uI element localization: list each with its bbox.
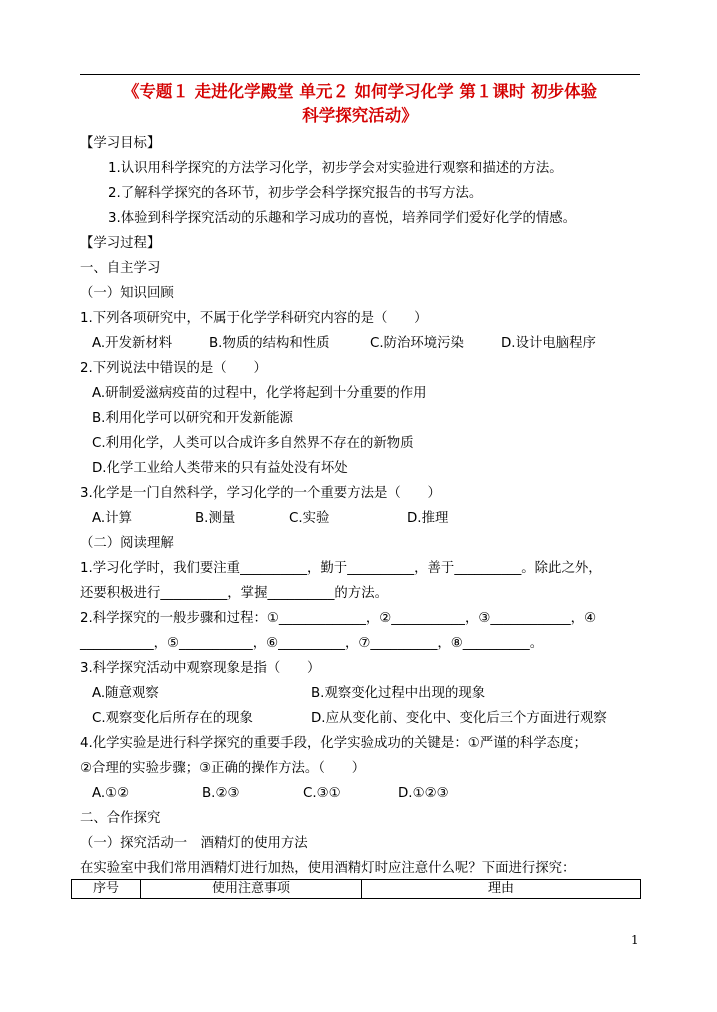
col-header-number: 序号 (72, 880, 141, 899)
subsection-reading: （二）阅读理解 (80, 536, 174, 551)
question-3: 3.化学是一门自然科学，学习化学的一个重要方法是（ ） (80, 486, 441, 501)
reading-q3: 3.科学探究活动中观察现象是指（ ） (80, 661, 321, 676)
part-one-heading: 一、自主学习 (80, 261, 161, 276)
q1-option-d: D.设计电脑程序 (501, 336, 596, 351)
subsection-activity-one: （一）探究活动一 酒精灯的使用方法 (80, 836, 308, 851)
reading-q1-line-2: 还要积极进行__________，掌握__________的方法。 (80, 586, 388, 601)
r4-option-d: D.①②③ (398, 786, 449, 801)
q1-option-a: A.开发新材料 (92, 336, 173, 351)
r4-option-a: A.①② (92, 786, 130, 801)
q2-option-c: C.利用化学，人类可以合成许多自然界不存在的新物质 (92, 436, 414, 451)
reading-q1-line-1: 1.学习化学时，我们要注重__________，勤于__________，善于__________。除此之外， (80, 561, 602, 576)
title-line-2: 科学探究活动》 (302, 106, 418, 125)
r3-option-c: C.观察变化后所存在的现象 (92, 711, 253, 726)
activity-intro: 在实验室中我们常用酒精灯进行加热，使用酒精灯时应注意什么呢？下面进行探究： (80, 861, 576, 876)
question-2: 2.下列说法中错误的是（ ） (80, 361, 267, 376)
subsection-review: （一）知识回顾 (80, 286, 174, 301)
table-header-row (72, 880, 641, 899)
reading-q2-line-2: ___________，⑤___________，⑥__________，⑦__________，⑧__________。 (80, 636, 544, 651)
r4-option-b: B.②③ (202, 786, 240, 801)
q2-option-d: D.化学工业给人类带来的只有益处没有坏处 (92, 461, 348, 476)
page-number: 1 (631, 933, 639, 947)
part-two-heading: 二、合作探究 (80, 811, 161, 826)
col-header-reason: 理由 (362, 880, 641, 899)
r4-option-c: C.③① (303, 786, 341, 801)
reading-q2-line-1: 2.科学探究的一般步骤和过程：①_____________，②___________，③____________，④ (80, 611, 597, 626)
goals-heading: 【学习目标】 (80, 136, 161, 151)
q1-option-c: C.防治环境污染 (370, 336, 464, 351)
goal-item: 3.体验到科学探究活动的乐趣和学习成功的喜悦，培养同学们爱好化学的情感。 (108, 211, 577, 226)
r3-option-d: D.应从变化前、变化中、变化后三个方面进行观察 (311, 711, 607, 726)
header-rule (80, 74, 640, 75)
q2-option-b: B.利用化学可以研究和开发新能源 (92, 411, 293, 426)
r3-option-a: A.随意观察 (92, 686, 159, 701)
q3-option-c: C.实验 (289, 511, 330, 526)
question-1: 1.下列各项研究中，不属于化学学科研究内容的是（ ） (80, 311, 428, 326)
document-title (70, 80, 650, 128)
title-line-1: 《专题１ 走进化学殿堂 单元２ 如何学习化学 第１课时 初步体验 (122, 82, 598, 101)
q2-option-a: A.研制爱滋病疫苗的过程中，化学将起到十分重要的作用 (92, 386, 427, 401)
r3-option-b: B.观察变化过程中出现的现象 (311, 686, 486, 701)
col-header-precautions: 使用注意事项 (141, 880, 362, 899)
reading-q4-line-2: ②合理的实验步骤；③正确的操作方法。（ ） (80, 761, 366, 776)
q3-option-a: A.计算 (92, 511, 132, 526)
goal-item: 2.了解科学探究的各环节，初步学会科学探究报告的书写方法。 (108, 186, 483, 201)
lamp-usage-table (71, 879, 641, 899)
q3-option-d: D.推理 (407, 511, 449, 526)
reading-q4-line-1: 4.化学实验是进行科学探究的重要手段，化学实验成功的关键是：①严谨的科学态度； (80, 736, 587, 751)
process-heading: 【学习过程】 (80, 236, 161, 251)
q1-option-b: B.物质的结构和性质 (209, 336, 330, 351)
q3-option-b: B.测量 (195, 511, 236, 526)
goal-item: 1.认识用科学探究的方法学习化学，初步学会对实验进行观察和描述的方法。 (108, 161, 563, 176)
